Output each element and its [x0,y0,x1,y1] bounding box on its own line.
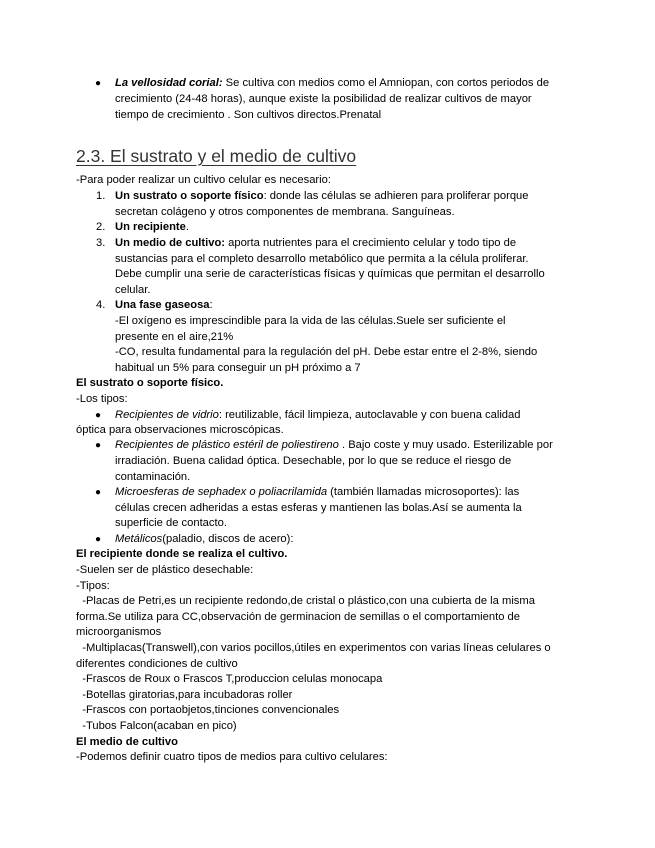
list-item-text: . [185,221,189,233]
bullet-dot: ● [95,487,102,498]
text-line: -Podemos definir cuatro tipos de medios para cultivo celulares: [76,751,388,763]
text-line: -Multiplacas(Transwell),con varios pocillos,útiles en experimentos con varias líneas celulares o [76,642,551,654]
section-title: 2.3. El sustrato y el medio de cultivo [76,146,357,166]
list-item-text: aporta nutrientes para el crecimiento celular y todo tipo de [225,237,517,249]
list-item-text: celular. [115,284,151,296]
list-item-text: sustancias para el completo desarrollo metabólico que permita a la célula proliferar. [115,253,529,265]
bullet-label: Recipientes de vidrio [115,409,219,421]
list-item-text: Debe cumplir una serie de características físicas y químicas que permitan el desarrollo [115,268,545,280]
list-item-text: habitual un 5% para conseguir un pH próximo a 7 [115,362,361,374]
bullet-line [115,485,519,500]
bullet-text: contaminación. [115,471,191,483]
text-line: -Frascos con portaobjetos,tinciones convencionales [76,704,340,716]
text-line: -Placas de Petri,es un recipiente redondo,de cristal o plástico,con una cubierta de la misma [76,595,535,607]
list-number: 3. [96,237,106,249]
list-item-label: Un recipiente [115,221,186,233]
list-item-label: Un medio de cultivo: [115,237,226,249]
list-item [115,236,516,251]
bullet-dot: ● [95,534,102,545]
bullet-line [115,438,553,453]
bullet-text: Se cultiva con medios como el Amniopan, con cortos periodos de [222,77,550,89]
subheading-medio [76,735,178,750]
text-line: -Botellas giratorias,para incubadoras roller [76,689,293,701]
bullet-label: Recipientes de plástico estéril de poliestireno [115,439,339,451]
bullet-dot: ● [95,410,102,421]
list-item-text: -El oxígeno es imprescindible para la vida de las células.Suele ser suficiente el [115,315,506,327]
bullet-line [115,532,293,547]
bullet-text: (paladio, discos de acero): [162,533,294,545]
bullet-dot: ● [95,78,102,89]
bullet-label: Metálicos [115,533,163,545]
list-item-text: -CO, resulta fundamental para la regulación del pH. Debe estar entre el 2-8%, siendo [115,346,538,358]
text-line: -Suelen ser de plástico desechable: [76,564,254,576]
bullet-dot: ● [95,440,102,451]
list-item-label: Una fase gaseosa [115,299,210,311]
subheading-sustrato [76,376,223,391]
list-item-text: secretan colágeno y otros componentes de membrana. Sanguíneas. [115,206,455,218]
bullet-text: superficie de contacto. [115,517,227,529]
text-line: forma.Se utiliza para CC,observación de germinacion de semillas o el comportamiento de [76,611,520,623]
bullet-label: La vellosidad corial: [115,77,223,89]
subheading-recipiente [76,547,287,562]
list-item [115,298,213,313]
list-item-text: : [209,299,213,311]
bullet-line [115,76,549,91]
heading-text: El sustrato o soporte físico. [76,377,224,389]
bullet-text: (también llamadas microsoportes): las [327,486,520,498]
bullet-label: Microesferas de sephadex o poliacrilamida [115,486,328,498]
text-line: -Frascos de Roux o Frascos T,produccion celulas monocapa [76,673,383,685]
text-line: -Tubos Falcon(acaban en pico) [76,720,237,732]
list-item-text: presente en el aire,21% [115,331,234,343]
bullet-text: tiempo de crecimiento . Son cultivos directos.Prenatal [115,109,382,121]
bullet-text: irradiación. Buena calidad óptica. Desechable, por lo que se reduce el riesgo de [115,455,512,467]
bullet-text: crecimiento (24-48 horas), aunque existe la posibilidad de realizar cultivos de mayor [115,93,532,105]
text-line: microorganismos [76,626,162,638]
list-number: 4. [96,299,106,311]
bullet-text: óptica para observaciones microscópicas. [76,424,284,436]
bullet-text: células crecen adheridas a estas esferas y mantienen las bolas.Así se aumenta la [115,502,522,514]
list-item [115,189,529,204]
list-number: 1. [96,190,106,202]
heading-text: El medio de cultivo [76,736,178,748]
intro-text: -Para poder realizar un cultivo celular es necesario: [76,174,331,186]
list-item-text: : donde las células se adhieren para proliferar porque [263,190,529,202]
bullet-text: . Bajo coste y muy usado. Esterilizable por [338,439,553,451]
list-item [115,220,189,235]
list-item-label: Un sustrato o soporte físico [115,190,264,202]
bullet-line [115,408,520,423]
tipos-label: -Los tipos: [76,393,128,405]
text-line: diferentes condiciones de cultivo [76,658,238,670]
list-number: 2. [96,221,106,233]
text-line: -Tipos: [76,580,110,592]
heading-text: El recipiente donde se realiza el cultivo. [76,548,288,560]
bullet-text: : reutilizable, fácil limpieza, autoclavable y con buena calidad [218,409,521,421]
